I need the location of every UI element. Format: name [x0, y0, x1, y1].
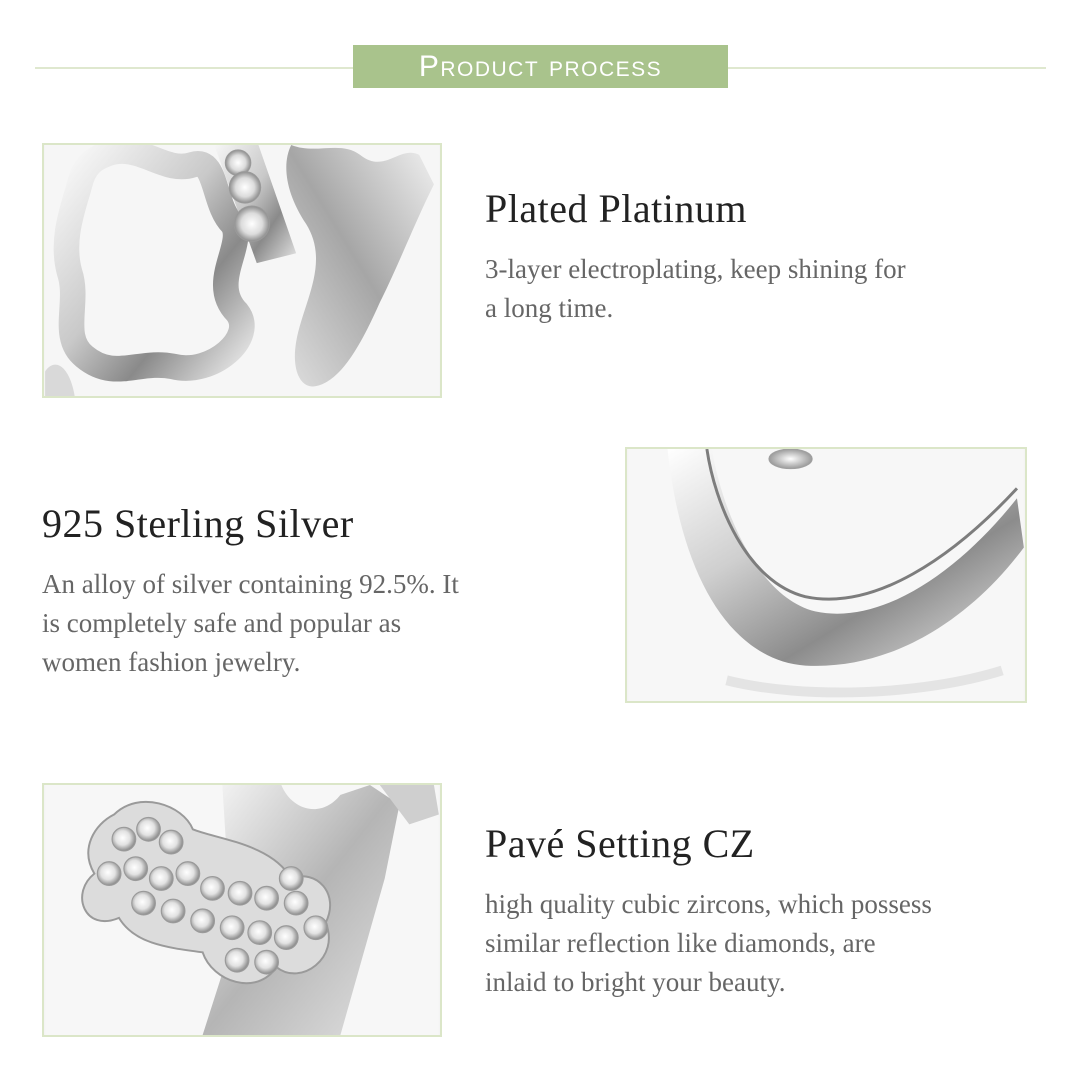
plated-ring-closeup-image	[42, 143, 442, 398]
feature-line: 3-layer electroplating, keep shining for	[485, 254, 906, 284]
feature-line: An alloy of silver containing 92.5%. It	[42, 569, 459, 599]
feature-pave-setting	[485, 820, 1045, 1002]
bone-zircon-closeup-image	[42, 783, 442, 1037]
feature-sterling-silver	[42, 500, 582, 682]
header-rule-left	[35, 67, 353, 69]
banner-title: Product process	[418, 49, 663, 83]
header-rule-right	[728, 67, 1046, 69]
feature-line: inlaid to bright your beauty.	[485, 967, 786, 997]
feature-line: is completely safe and popular as	[42, 608, 402, 638]
feature-line: similar reflection like diamonds, are	[485, 928, 876, 958]
feature-title: 925 Sterling Silver	[42, 501, 354, 546]
feature-description	[485, 885, 1045, 1002]
feature-title: Plated Platinum	[485, 186, 747, 231]
feature-line: women fashion jewelry.	[42, 647, 301, 677]
feature-line: a long time.	[485, 293, 614, 323]
feature-description	[42, 565, 582, 682]
ring-band-closeup-image	[625, 447, 1027, 703]
feature-line: high quality cubic zircons, which possess	[485, 889, 932, 919]
feature-title: Pavé Setting CZ	[485, 821, 755, 866]
feature-description	[485, 250, 1045, 328]
feature-plated-platinum	[485, 185, 1045, 328]
section-banner	[353, 45, 728, 88]
